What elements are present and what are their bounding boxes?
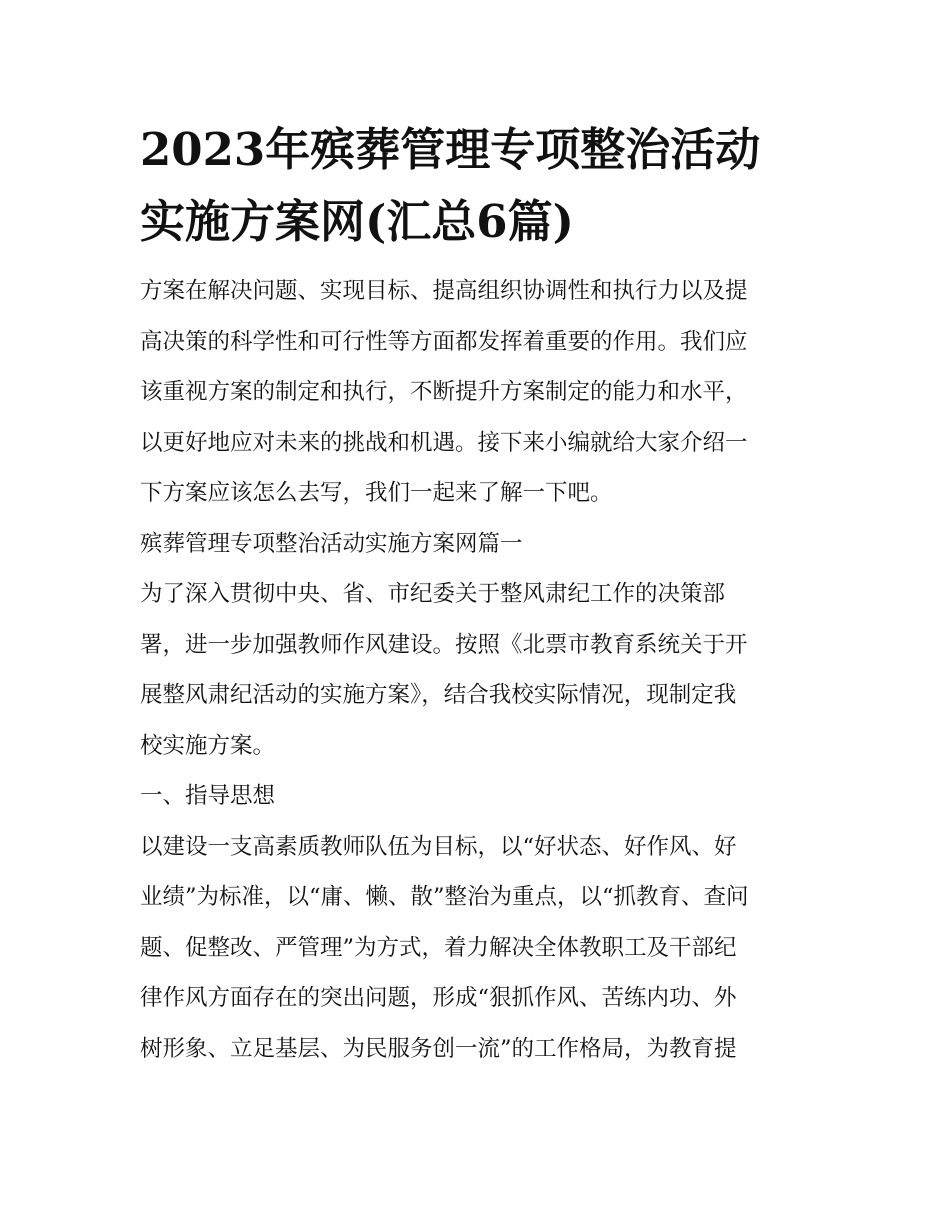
intro-line: 下方案应该怎么去写，我们一起来了解一下吧。	[140, 480, 613, 506]
intro-line: 方案在解决问题、实现目标、提高组织协调性和执行力以及提	[140, 278, 748, 304]
guiding-line: 律作风方面存在的突出问题，形成“狠抓作风、苦练内功、外	[140, 985, 737, 1011]
guiding-paragraph	[140, 822, 812, 1075]
document-title-line: 实施方案网(汇总6篇)	[140, 195, 574, 248]
intro-paragraph	[140, 266, 812, 519]
guiding-line: 以建设一支高素质教师队伍为目标，以“好状态、好作风、好	[140, 833, 737, 860]
guiding-line: 题、促整改、严管理”为方式，着力解决全体教职工及干部纪	[140, 934, 737, 961]
section-title: 殡葬管理专项整治活动实施方案网篇一	[140, 530, 523, 557]
document-title-line: 2023年殡葬管理专项整治活动	[140, 123, 761, 176]
document-title	[140, 114, 812, 258]
guiding-line: 树形象、立足基层、为民服务创一流”的工作格局，为教育提	[140, 1035, 737, 1062]
document-body	[140, 114, 812, 1074]
section-line: 校实施方案。	[140, 732, 276, 759]
intro-line: 以更好地应对未来的挑战和机遇。接下来小编就给大家介绍一	[140, 429, 748, 456]
guiding-line: 业绩”为标准，以“庸、懒、散”整治为重点，以“抓教育、查问	[140, 884, 749, 910]
section-line: 署，进一步加强教师作风建设。按照《北票市教育系统关于开	[140, 631, 748, 658]
section-line: 展整风肃纪活动的实施方案》，结合我校实际情况，现制定我	[140, 682, 737, 708]
subheading: 一、指导思想	[140, 783, 276, 809]
intro-line: 该重视方案的制定和执行，不断提升方案制定的能力和水平，	[140, 379, 748, 405]
section-line: 为了深入贯彻中央、省、市纪委关于整风肃纪工作的决策部	[140, 581, 726, 607]
intro-line: 高决策的科学性和可行性等方面都发挥着重要的作用。我们应	[140, 328, 748, 355]
section-paragraph	[140, 569, 812, 771]
